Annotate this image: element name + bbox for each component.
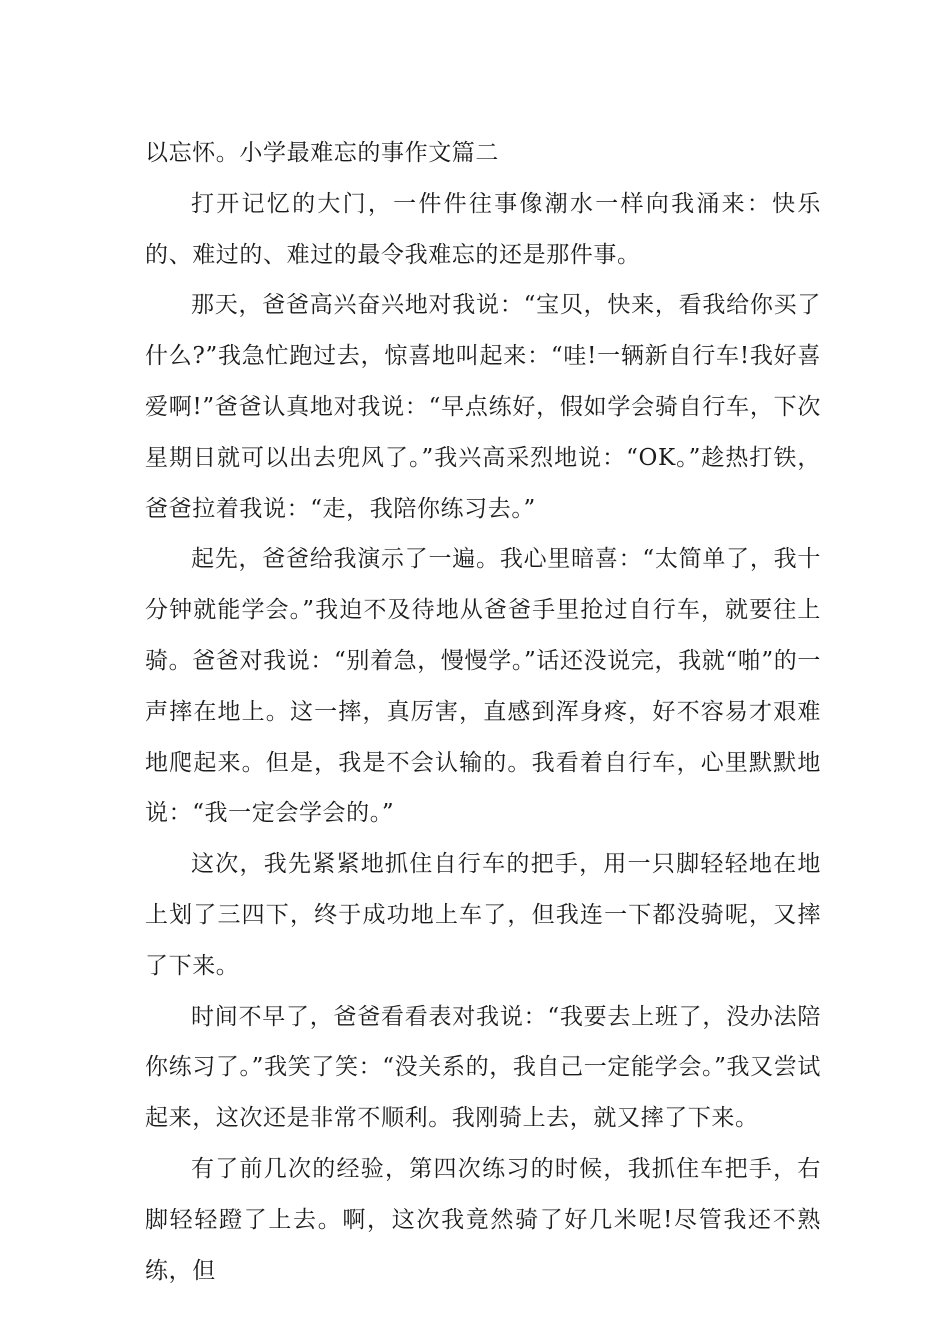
paragraph-7: 有了前几次的经验，第四次练习的时候，我抓住车把手，右脚轻轻蹬了上去。啊，这次我竟然骑了好几米呢!尽管我还不熟练，但 [145,1155,821,1284]
paragraph-5: 这次，我先紧紧地抓住自行车的把手，用一只脚轻轻地在地上划了三四下，终于成功地上车了，但我连一下都没骑呢，又摔了下来。 [145,851,821,979]
paragraph-1: 以忘怀。小学最难忘的事作文篇二 [145,140,499,166]
paragraph-3: 那天，爸爸高兴奋兴地对我说：“宝贝，快来，看我给你买了什么?”我急忙跑过去，惊喜地叫起来：“哇!一辆新自行车!我好喜爱啊!”爸爸认真地对我说：“早点练好，假如学会骑自行车，下次星期日就可以出去兜风了。”我兴高采烈地说：“OK。”趁热打铁，爸爸拉着我说：“走，我陪你练习去。” [145,292,821,522]
paragraph-2: 打开记忆的大门，一件件往事像潮水一样向我涌来：快乐的、难过的、难过的最令我难忘的还是那件事。 [145,190,821,268]
paragraph-6: 时间不早了，爸爸看看表对我说：“我要去上班了，没办法陪你练习了。”我笑了笑：“没关系的，我自己一定能学会。”我又尝试起来，这次还是非常不顺利。我刚骑上去，就又摔了下来。 [145,1003,821,1132]
essay-body [145,128,821,1296]
paragraph-4: 起先，爸爸给我演示了一遍。我心里暗喜：“太简单了，我十分钟就能学会。”我迫不及待地从爸爸手里抢过自行车，就要往上骑。爸爸对我说：“别着急，慢慢学。”话还没说完，我就“啪”的一声摔在地上。这一摔，真厉害，直感到浑身疼，好不容易才艰难地爬起来。但是，我是不会认输的。我看着自行车，心里默默地说：“我一定会学会的。” [145,546,821,827]
